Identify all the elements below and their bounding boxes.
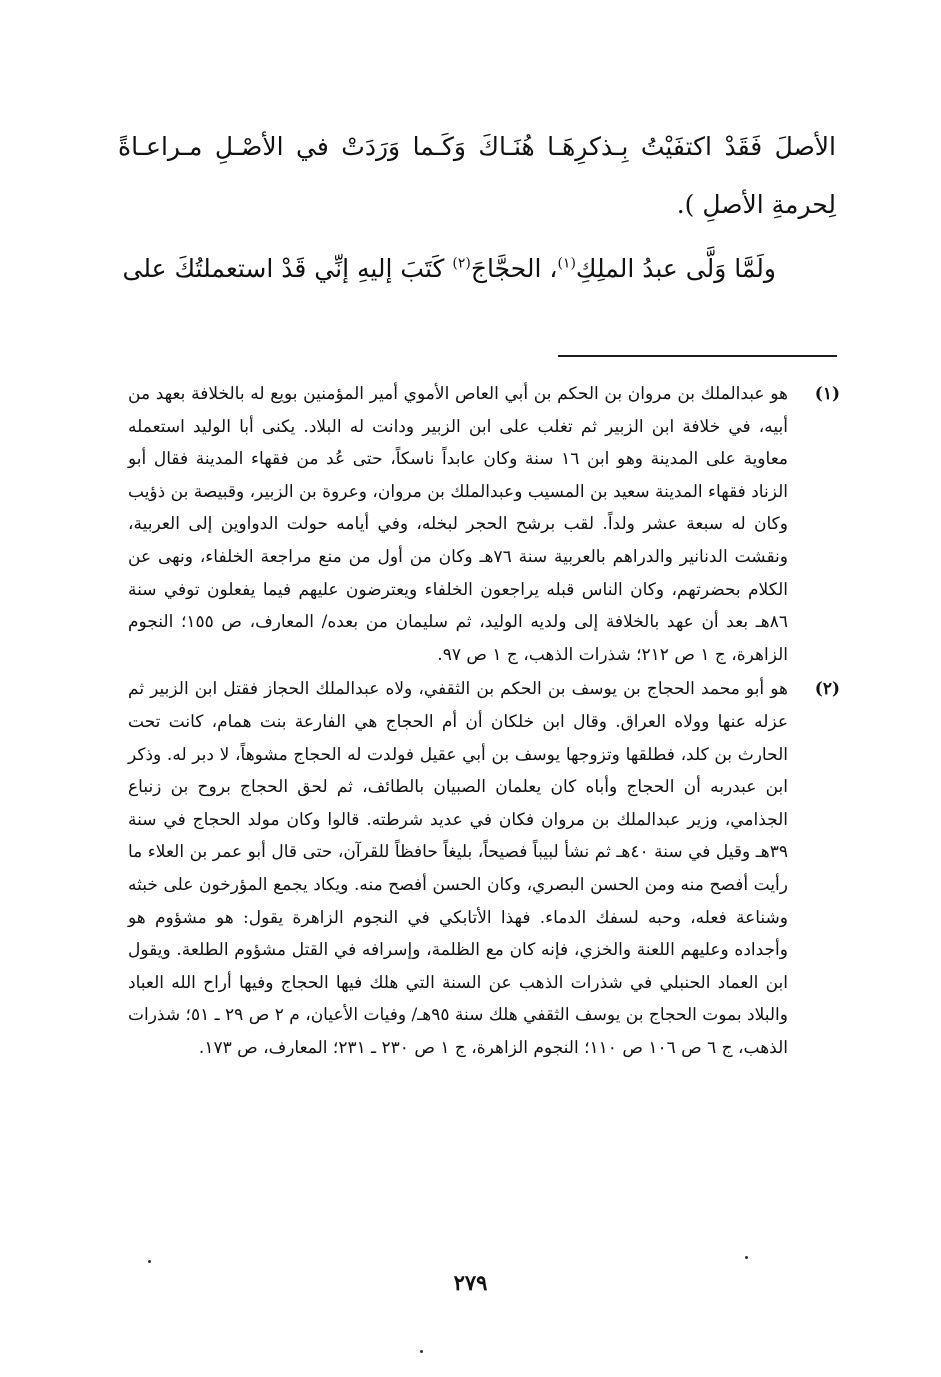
main-paragraph-2-text-c: كَتَبَ إليهِ إنِّي قَدْ استعملتُكَ على bbox=[122, 254, 453, 283]
scan-speck bbox=[420, 1350, 423, 1353]
main-paragraph-2-text-b: ، الحجَّاجَ bbox=[470, 254, 558, 283]
footnote-separator-rule bbox=[558, 355, 837, 357]
page-number: ٢٧٩ bbox=[453, 1270, 488, 1295]
main-text bbox=[118, 118, 836, 298]
footnote-1 bbox=[128, 378, 840, 671]
footnote-ref-1[interactable]: (١) bbox=[557, 255, 576, 272]
footnote-ref-2[interactable]: (٢) bbox=[452, 255, 471, 272]
scan-speck bbox=[148, 1260, 151, 1263]
footnote-2-number: (٢) bbox=[814, 679, 840, 700]
main-paragraph-2 bbox=[118, 240, 836, 298]
footnotes-section bbox=[128, 378, 840, 1064]
scan-speck bbox=[745, 1256, 748, 1259]
main-paragraph-2-text-a: ولَمَّا وَلَّى عبدُ الملِكِ bbox=[575, 254, 776, 283]
footnote-1-number: (١) bbox=[814, 384, 840, 404]
footnote-2 bbox=[128, 673, 840, 1064]
main-paragraph-1: الأصلَ فَقَدْ اكتفَيْتُ بِـذكرِهَـا هُنَـاكَ وَكَـما وَرَدَتْ في الأصْـلِ مـراعـاةً لِحرمةِ الأصلِ ). bbox=[118, 132, 836, 219]
footnote-1-text: هو عبدالملك بن مروان بن الحكم بن أبي العاص الأموي أمير المؤمنين بويع له بالخلافة بعهد من أبيه، في خلافة ابن الزبير ثم تغلب على ابن الزبير ودانت له البلاد. يكنى أبا الوليد استعمله معاوية على المدينة وهو ابن ١٦ سنة وكان عابداً ناسكاً، حتى عُد من فقهاء المدينة فقال أبو الزناد فقهاء المدينة سعيد بن المسيب وعبدالملك بن مروان، وعروة بن الزبير، وقبيصة بن ذؤيب وكان له سبعة عشر ولداً. لقب برشح الحجر لبخله، وفي أيامه حولت الدواوين إلى العربية، ونقشت الدنانير والدراهم بالعربية سنة ٧٦هـ وكان من أول من منع مراجعة الخلفاء، ونهى عن الكلام بحضرتهم، وكان الناس قبله يراجعون الخلفاء ويعترضون عليهم فيما يفعلون توفي سنة ٨٦هـ بعد أن عهد بالخلافة إلى ولديه الوليد، ثم سليمان من بعده/ المعارف، ص ١٥٥؛ النجوم الزاهرة، ج ١ ص ٢١٢؛ شذرات الذهب، ج ١ ص ٩٧. bbox=[128, 384, 789, 665]
footnote-2-text: هو أبو محمد الحجاج بن يوسف بن الحكم بن الثقفي، ولاه عبدالملك الحجاز فقتل ابن الزبير ثم عزله عنها وولاه العراق. وقال ابن خلكان أن أم الحجاج هي الفارعة بنت همام، كانت تحت الحارث بن كلد، فطلقها وتزوجها يوسف بن أبي عقيل فولدت له الحجاج مشوهاً، لا دبر له. وذكر ابن عبدربه أن الحجاج وأباه كان يعلمان الصبيان بالطائف، ثم لحق الحجاج بروح بن زنباع الجذامي، وزير عبدالملك بن مروان فكان في عديد شرطته. قالوا وكان مولد الحجاج في سنة ٣٩هـ وقيل في سنة ٤٠هـ ثم نشأ لبيباً فصيحاً، بليغاً حافظاً للقرآن، حتى قال أبو عمر بن العلاء ما رأيت أفصح منه ومن الحسن البصري، وكان الحسن أفصح منه. ويكاد يجمع المؤرخون على خبثه وشناعة فعله، وحبه لسفك الدماء. فهذا الأتابكي في النجوم الزاهرة يقول: هو مشؤوم هو وأجداده وعليهم اللعنة والخزي، فإنه كان مع الظلمة، وإسرافه في القتل مشؤوم الطلعة. ويقول ابن العماد الحنبلي في شذرات الذهب عن السنة التي هلك فيها الحجاج وفيها أراح الله العباد والبلاد بموت الحجاج بن يوسف الثقفي هلك سنة ٩٥هـ/ وفيات الأعيان، م ٢ ص ٢٩ ـ ٥١؛ شذرات الذهب، ج ٦ ص ١٠٦ ص ١١٠؛ النجوم الزاهرة، ج ١ ص ٢٣٠ ـ ٢٣١؛ المعارف، ص ١٧٣. bbox=[128, 679, 789, 1058]
